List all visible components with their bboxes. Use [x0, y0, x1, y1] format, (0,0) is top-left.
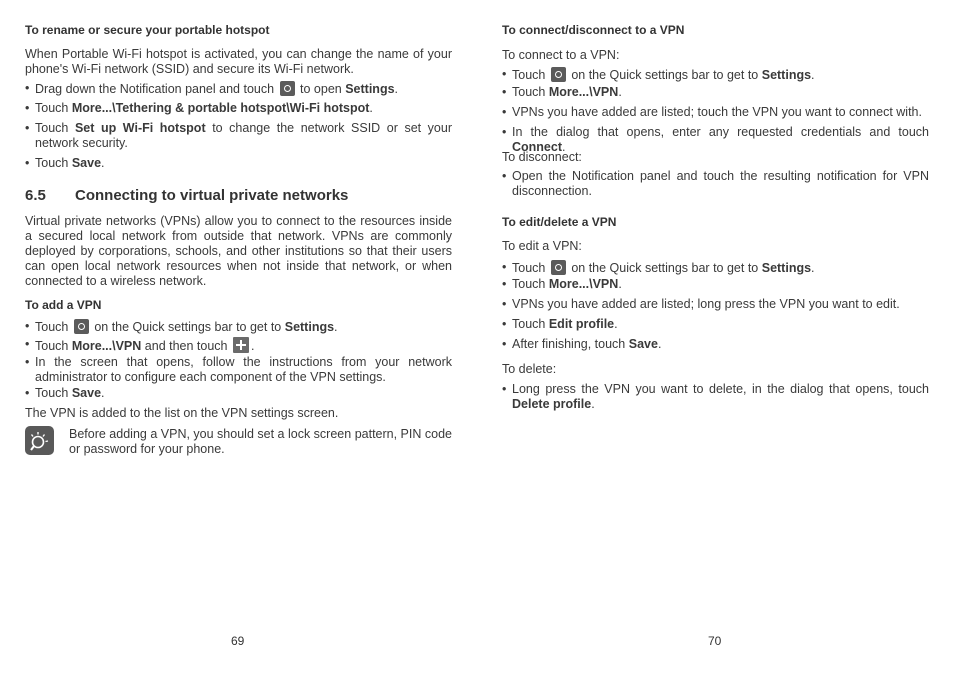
list-item: • Touch More...\VPN and then touch . [25, 337, 452, 354]
list-item: • Touch on the Quick settings bar to get to Settings. [502, 260, 929, 276]
lightbulb-tip-icon [25, 426, 54, 455]
add-plus-icon [233, 337, 249, 353]
list-item: • Touch Edit profile. [502, 317, 929, 332]
edit-intro: To edit a VPN: [502, 239, 582, 253]
edit-vpn-heading: To edit/delete a VPN [502, 215, 617, 229]
settings-gear-icon [551, 67, 566, 82]
list-item: • Touch More...\Tethering & portable hotspot\Wi-Fi hotspot. [25, 101, 452, 116]
delete-intro: To delete: [502, 362, 557, 376]
settings-gear-icon [551, 260, 566, 275]
vpn-added-note: The VPN is added to the list on the VPN settings screen. [25, 406, 339, 420]
add-vpn-heading: To add a VPN [25, 298, 102, 312]
disconnect-intro: To disconnect: [502, 150, 582, 164]
list-item: • Touch Save. [25, 386, 452, 401]
list-item: • Touch on the Quick settings bar to get to Settings. [25, 319, 452, 335]
list-item: • Long press the VPN you want to delete, in the dialog that opens, touch Delete profile. [502, 382, 929, 412]
rename-hotspot-heading: To rename or secure your portable hotspot [25, 23, 270, 37]
list-item: • Touch More...\VPN. [502, 85, 929, 100]
settings-gear-icon [280, 81, 295, 96]
page-number: 70 [708, 634, 722, 648]
list-item: • Touch Set up Wi-Fi hotspot to change the network SSID or set your network security. [25, 121, 452, 151]
list-item: • Touch Save. [25, 156, 452, 171]
list-item: • In the screen that opens, follow the instructions from your network administrator to configure each component of the VPN settings. [25, 355, 452, 385]
list-item: • Open the Notification panel and touch the resulting notification for VPN disconnection. [502, 169, 929, 199]
connect-intro: To connect to a VPN: [502, 48, 620, 62]
list-item: • Touch More...\VPN. [502, 277, 929, 292]
list-item: • Touch on the Quick settings bar to get to Settings. [502, 67, 929, 83]
page-number: 69 [231, 634, 245, 648]
settings-gear-icon [74, 319, 89, 334]
list-item: • After finishing, touch Save. [502, 337, 929, 352]
list-item: • VPNs you have added are listed; touch the VPN you want to connect with. [502, 105, 929, 120]
section-heading: 6.5 Connecting to virtual private networks [25, 187, 349, 204]
rename-hotspot-paragraph: When Portable Wi-Fi hotspot is activated, you can change the name of your phone's Wi-Fi network (SSID) and secure its Wi-Fi network. [25, 47, 452, 76]
vpn-intro-paragraph: Virtual private networks (VPNs) allow you to connect to the resources inside a secured local network from outside that network. VPNs are commonly deployed by corporations, schools, and other institutions so that their users can open local network resources when not inside that network, or when connected to a wireless network. [25, 214, 452, 288]
tip-text: Before adding a VPN, you should set a lock screen pattern, PIN code or password for your phone. [69, 427, 452, 456]
list-item: • In the dialog that opens, enter any requested credentials and touch Connect. [502, 125, 929, 155]
list-item: • Drag down the Notification panel and touch to open Settings. [25, 81, 452, 97]
list-item: • VPNs you have added are listed; long press the VPN you want to edit. [502, 297, 929, 312]
connect-vpn-heading: To connect/disconnect to a VPN [502, 23, 685, 37]
